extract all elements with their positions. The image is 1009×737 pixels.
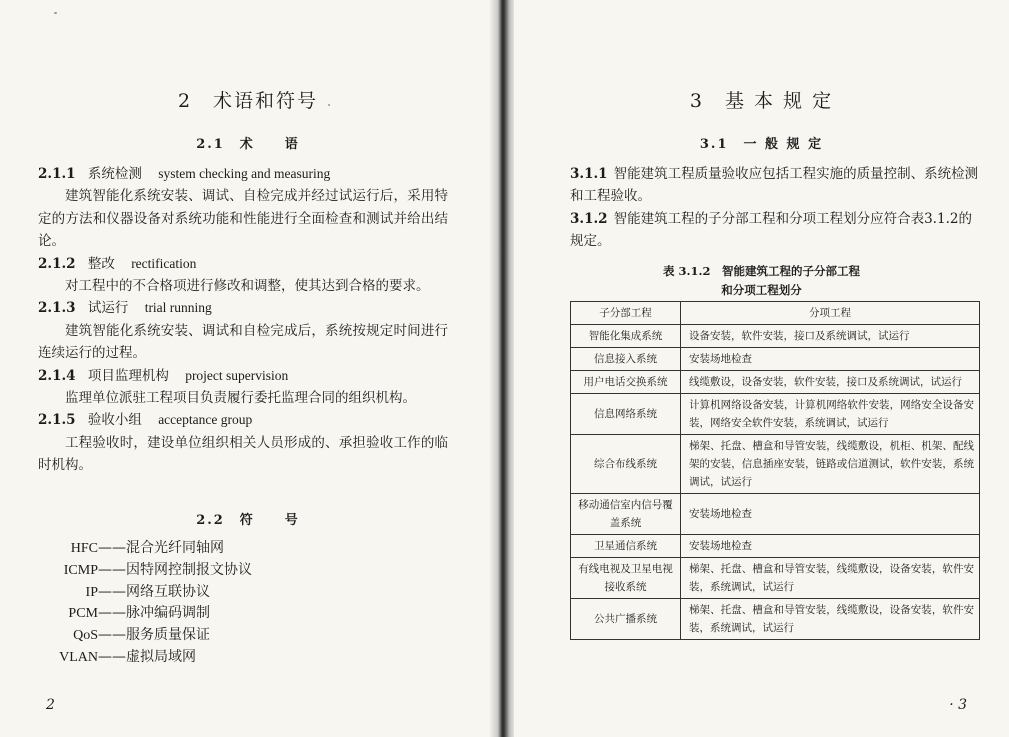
left-page [0,0,496,737]
symbol-meaning: 服务质量保证 [126,627,210,644]
term-number: 2.1.5 [38,412,76,429]
term-definition: 建筑智能化系统安装、调试和自检完成后，系统按规定时间进行连续运行的过程。 [38,322,448,362]
symbol-abbreviation: ICMP [63,562,98,578]
term-chinese: 项目监理机构 [87,367,169,384]
table-cell-items: 梯架、托盘、槽盒和导管安装，线缆敷设，设备安装，软件安装，系统调试，试运行 [681,558,980,599]
symbol-meaning: 网络互联协议 [126,583,210,600]
table-cell-subsection: 有线电视及卫星电视接收系统 [571,558,681,599]
column-header: 子分部工程 [571,302,681,325]
term-entry [38,163,448,253]
symbols-list [52,538,252,669]
table-cell-items: 计算机网络设备安装，计算机网络软件安装，网络安全设备安装，网络安全软件安装，系统调试，试运行 [681,394,980,435]
term-definition: 监理单位派驻工程项目负责履行委托监理合同的组织机构。 [65,390,416,407]
table-row [571,435,980,494]
page-number-right: · 3 [949,697,967,713]
symbol-row [52,625,252,647]
table-cell-subsection: 用户电话交换系统 [571,371,681,394]
table-caption-line: 和分项工程划分 [721,283,802,297]
term-english: system checking and measuring [158,166,331,181]
table-row [571,394,980,435]
term-number: 2.1.2 [38,255,76,272]
table-cell-items: 安装场地检查 [681,494,980,535]
table-caption [514,262,1009,300]
term-entry [38,409,448,476]
table-row [571,348,980,371]
term-entry [38,253,448,298]
subdivision-table [570,301,980,640]
page-number-left: 2 [46,697,55,713]
symbol-row [52,603,252,625]
table-cell-subsection: 信息网络系统 [571,394,681,435]
table-cell-subsection: 综合布线系统 [571,435,681,494]
symbol-row [52,647,252,669]
term-definition: 工程验收时，建设单位组织相关人员形成的、承担验收工作的临时机构。 [38,434,448,474]
term-english: project supervision [185,367,289,383]
term-english: rectification [131,255,197,271]
clauses [570,163,984,253]
table-caption-line: 表 3.1.2 智能建筑工程的子分部工程 [662,264,860,278]
symbol-dash: —— [98,627,126,644]
term-definition: 建筑智能化系统安装、调试、自检完成并经过试运行后，采用特定的方法和仪器设备对系统功能和性能进行全面检查和测试并给出结论。 [38,188,448,250]
table-cell-items: 安装场地检查 [681,348,980,371]
term-entry [38,365,448,410]
symbol-abbreviation: QoS [73,628,98,644]
clause [570,208,984,253]
table-row [571,535,980,558]
term-entry [38,297,448,364]
term-chinese: 系统检测 [87,166,142,182]
table-cell-subsection: 移动通信室内信号覆盖系统 [571,494,681,535]
term-definition: 对工程中的不合格项进行修改和调整，使其达到合格的要求。 [65,278,430,295]
term-english: trial running [144,300,212,316]
term-number: 2.1.1 [38,166,76,182]
symbol-abbreviation: PCM [68,606,98,622]
table-row [571,599,980,640]
clause-number: 3.1.2 [570,210,608,227]
symbol-dash: —— [98,540,126,556]
symbol-dash: —— [98,605,126,622]
symbol-row [52,582,252,604]
section-3-1-heading: 3.1 一 般 规 定 [699,137,824,152]
table-cell-items: 线缆敷设，设备安装，软件安装，接口及系统调试，试运行 [681,371,980,394]
symbol-dash: —— [98,561,126,578]
table-cell-subsection: 信息接入系统 [571,348,681,371]
symbol-meaning: 因特网控制报文协议 [126,561,252,578]
term-english: acceptance group [158,412,253,428]
table-cell-subsection: 智能化集成系统 [571,325,681,348]
term-chinese: 整改 [87,255,115,272]
symbol-dash: —— [98,648,126,665]
symbol-meaning: 脉冲编码调制 [126,605,210,622]
table-row [571,371,980,394]
table-cell-items: 安装场地检查 [681,535,980,558]
table-cell-items: 梯架、托盘、槽盒和导管安装，线缆敷设，机柜、机架、配线架的安装，信息插座安装，链路或信道测试，软件安装，系统调试，试运行 [681,435,980,494]
clause-text: 智能建筑工程的子分部工程和分项工程划分应符合表3.1.2的规定。 [570,210,972,250]
symbol-row [52,560,252,582]
chapter-2-title: 2 术语和符号 [177,90,319,112]
chapter-3-title: 3 基 本 规 定 [689,90,834,112]
term-chinese: 验收小组 [87,412,142,429]
table-row [571,325,980,348]
table-cell-items: 设备安装，软件安装，接口及系统调试，试运行 [681,325,980,348]
table-header-row [571,302,980,325]
term-number: 2.1.4 [38,367,76,384]
table-cell-subsection: 公共广播系统 [571,599,681,640]
clause-number: 3.1.1 [570,166,608,182]
section-2-1-heading: 2.1 术 语 [196,137,300,152]
table-row [571,558,980,599]
symbol-dash: —— [98,583,126,600]
book-gutter [490,0,516,737]
term-chinese: 试运行 [87,300,129,317]
table-cell-subsection: 卫星通信系统 [571,535,681,558]
column-header: 分项工程 [681,302,980,325]
symbol-meaning: 虚拟局域网 [126,648,196,665]
symbol-abbreviation: HFC [70,541,98,556]
table-cell-items: 梯架、托盘、槽盒和导管安装，线缆敷设，设备安装，软件安装，系统调试，试运行 [681,599,980,640]
scan-speck [328,104,330,106]
right-page [514,0,1009,737]
symbol-row [52,538,252,560]
symbol-abbreviation: VLAN [59,649,98,665]
scan-speck [54,12,57,14]
table-row [571,494,980,535]
terms-list [38,163,448,477]
section-2-2-heading: 2.2 符 号 [196,513,300,528]
clause-text: 智能建筑工程质量验收应包括工程实施的质量控制、系统检测和工程验收。 [570,166,979,205]
term-number: 2.1.3 [38,300,76,317]
symbol-abbreviation: IP [85,584,98,600]
symbol-meaning: 混合光纤同轴网 [126,540,224,556]
clause [570,163,984,208]
